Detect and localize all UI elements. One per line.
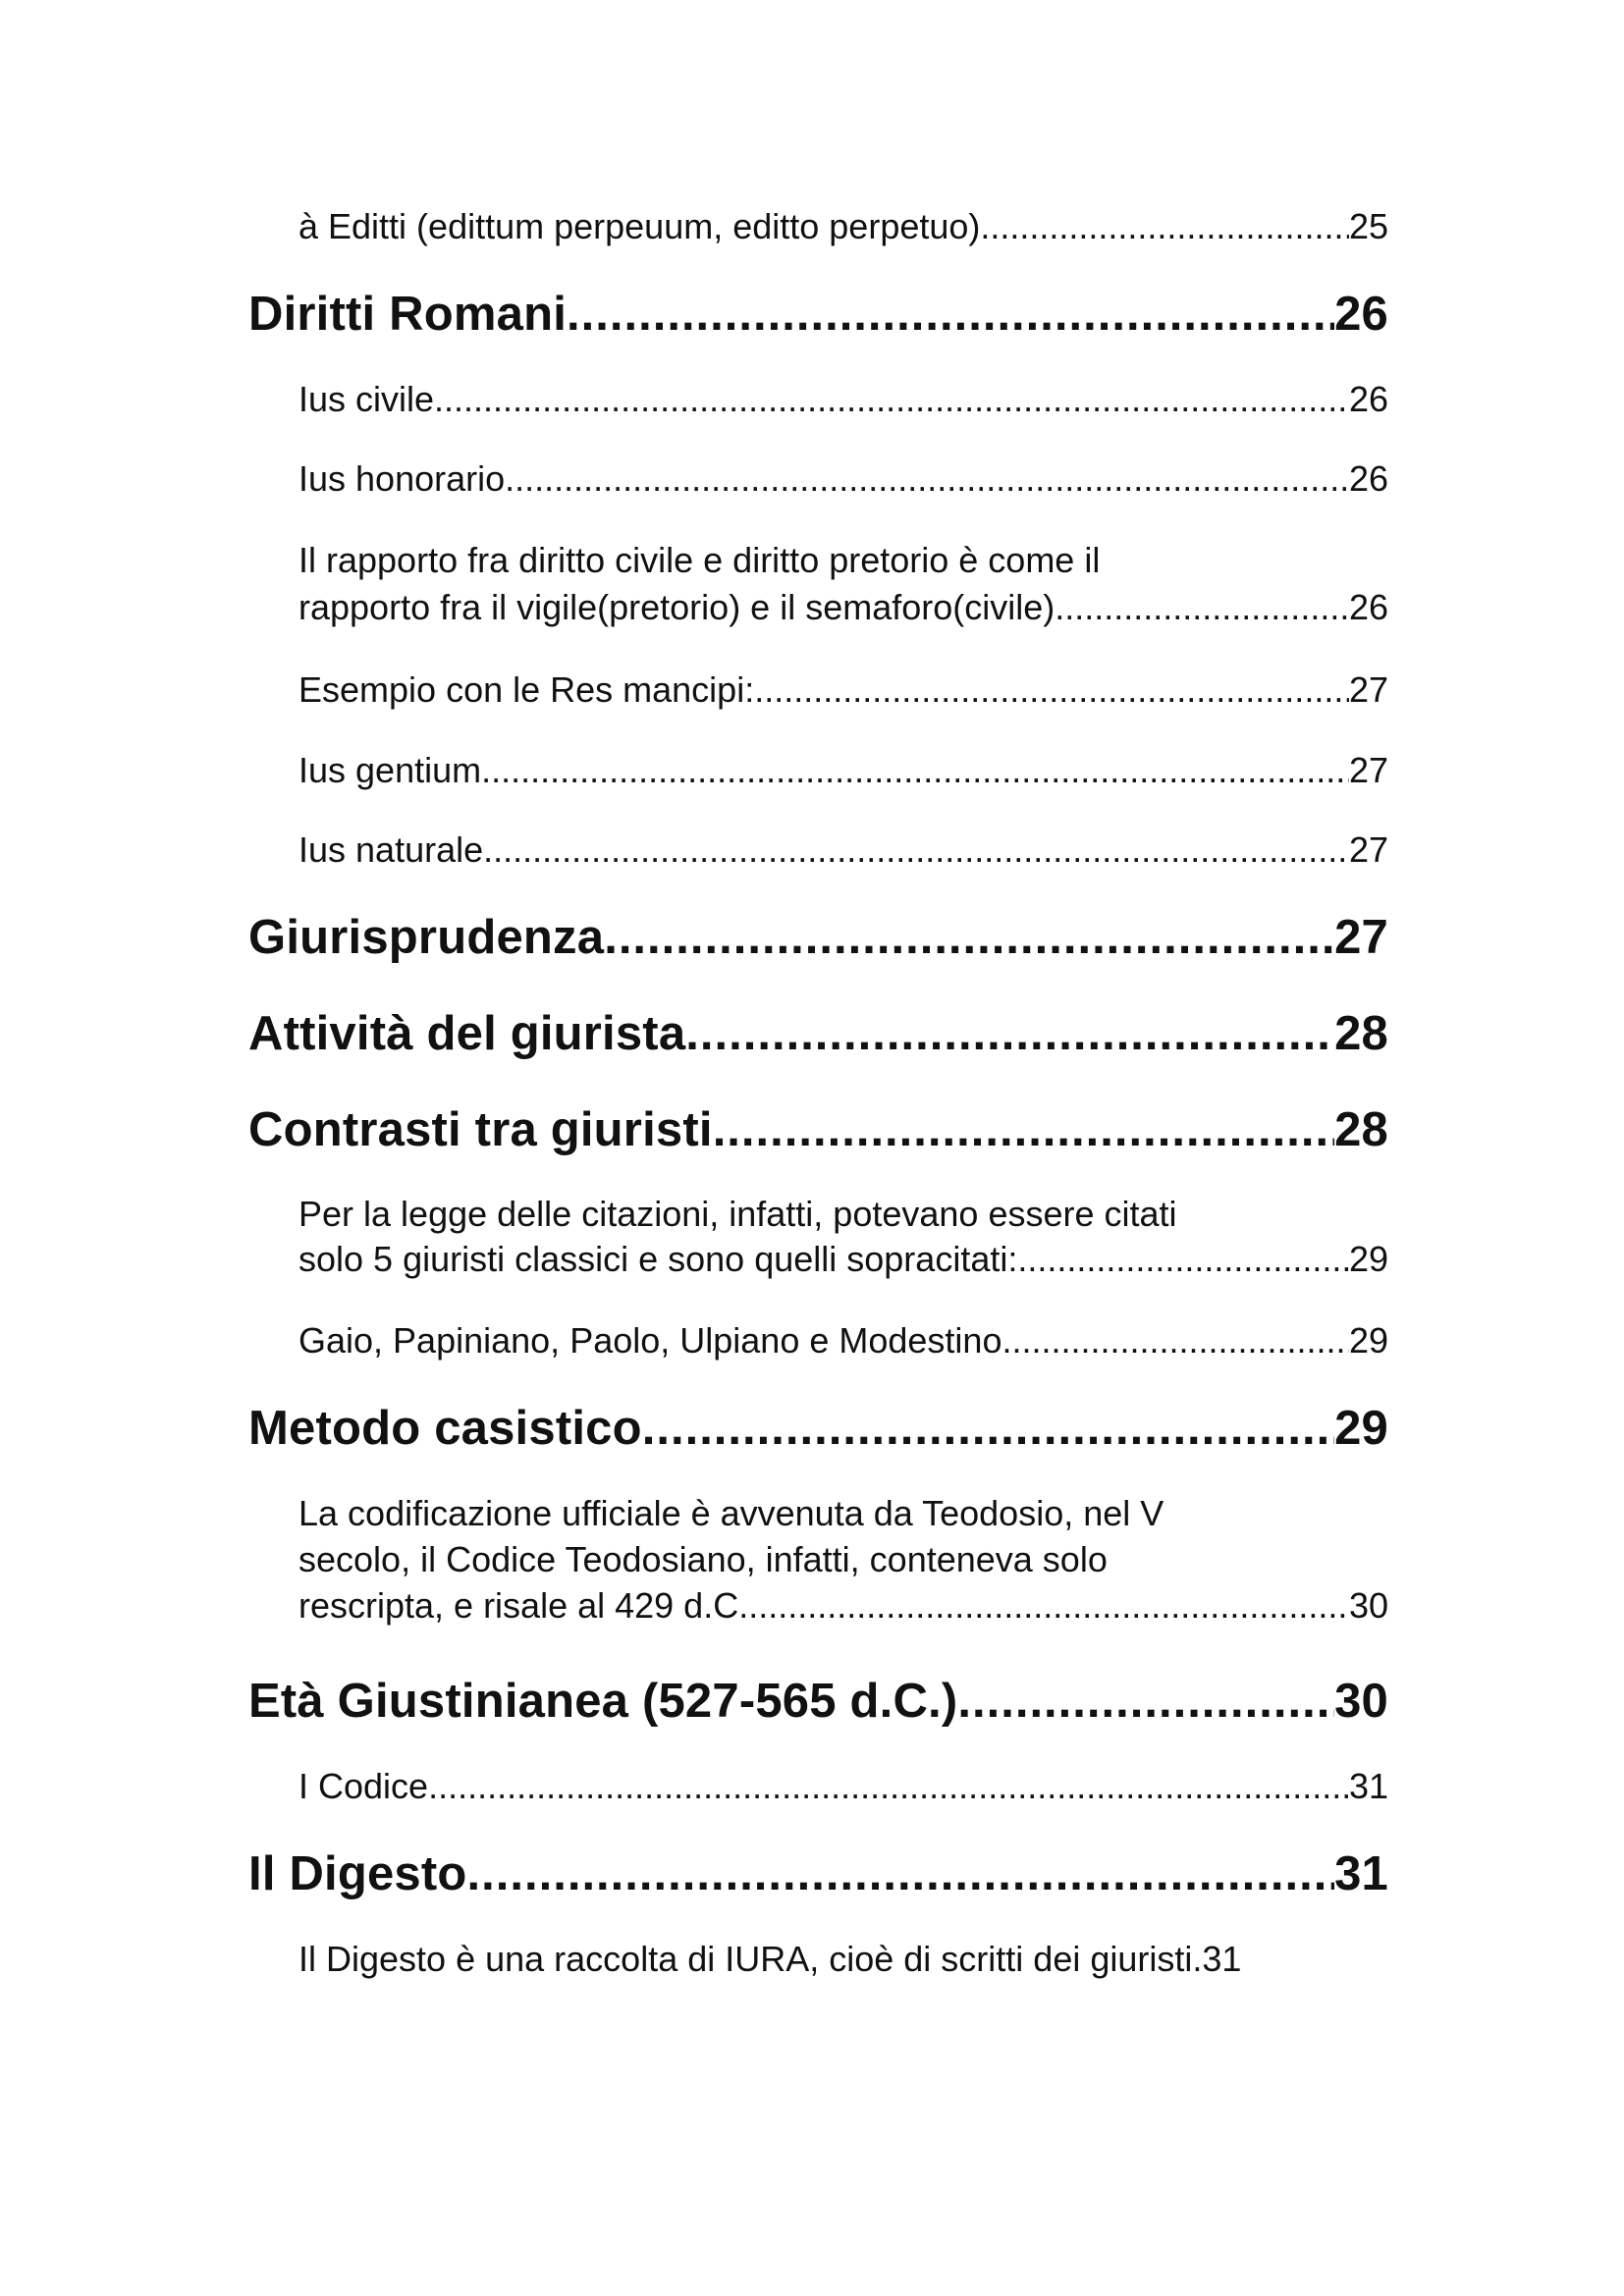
toc-entry-title: solo 5 giuristi classici e sono quelli sopracitati: bbox=[298, 1239, 1018, 1279]
toc-heading-contrasti[interactable] bbox=[248, 1100, 1388, 1159]
toc-heading-diritti-romani[interactable] bbox=[248, 285, 1388, 344]
toc-heading-title: Età Giustinianea (527-565 d.C.) bbox=[248, 1675, 958, 1728]
toc-entry-title: rescripta, e risale al 429 d.C. bbox=[298, 1585, 749, 1626]
toc-entry-ius-gentium[interactable] bbox=[298, 748, 1388, 793]
toc-heading-giurisprudenza[interactable] bbox=[248, 908, 1388, 967]
toc-heading-attivita[interactable] bbox=[248, 1004, 1388, 1063]
toc-entry-title: Ius honorario bbox=[298, 458, 506, 499]
toc-entry-page: 27 bbox=[1348, 750, 1388, 790]
toc-entry-i-codice[interactable] bbox=[298, 1764, 1388, 1809]
toc-entry-title: Ius civile bbox=[298, 379, 435, 419]
toc-dot-leader bbox=[604, 908, 1334, 967]
toc-heading-metodo[interactable] bbox=[248, 1399, 1388, 1458]
toc-heading-title: Il Digesto bbox=[248, 1847, 467, 1900]
toc-dot-leader bbox=[481, 748, 1349, 793]
toc-dot-leader bbox=[567, 285, 1334, 344]
toc-entry-ius-naturale[interactable] bbox=[298, 828, 1388, 873]
toc-heading-eta-giustinianea[interactable] bbox=[248, 1672, 1388, 1731]
toc-dot-leader bbox=[434, 377, 1349, 422]
toc-heading-page: 30 bbox=[1334, 1675, 1388, 1728]
toc-heading-title: Diritti Romani bbox=[248, 288, 568, 341]
toc-dot-leader bbox=[713, 1100, 1334, 1159]
toc-heading-page: 29 bbox=[1334, 1402, 1388, 1455]
toc-entry-codificazione-line1[interactable]: La codificazione ufficiale è avvenuta da Teodosio, nel V bbox=[298, 1493, 1164, 1533]
toc-entry-rapporto[interactable] bbox=[298, 585, 1388, 630]
toc-dot-leader bbox=[505, 456, 1349, 502]
toc-entry-page: 26 bbox=[1348, 458, 1388, 499]
toc-entry-editti[interactable] bbox=[298, 204, 1388, 249]
toc-entry-digesto-raccolta[interactable] bbox=[298, 1937, 1241, 1982]
toc-dot-leader bbox=[642, 1399, 1334, 1458]
toc-entry-page: 29 bbox=[1348, 1320, 1388, 1361]
toc-entry-title: Esempio con le Res mancipi: bbox=[298, 669, 755, 710]
toc-dot-leader bbox=[957, 1672, 1334, 1731]
toc-entry-page: 26 bbox=[1348, 379, 1388, 419]
toc-entry-gaio[interactable] bbox=[298, 1318, 1388, 1363]
toc-dot-leader bbox=[1064, 585, 1349, 630]
toc-entry-title: rapporto fra il vigile(pretorio) e il semaforo(civile). bbox=[298, 587, 1065, 627]
toc-heading-title: Contrasti tra giuristi bbox=[248, 1103, 713, 1156]
toc-dot-leader bbox=[1011, 1318, 1348, 1363]
toc-entry-rapporto-line1[interactable]: Il rapporto fra diritto civile e diritto pretorio è come il bbox=[298, 540, 1101, 580]
toc-entry-ius-honorario[interactable] bbox=[298, 456, 1388, 502]
toc-entry-res-mancipi[interactable] bbox=[298, 667, 1388, 713]
toc-dot-leader bbox=[1017, 1237, 1349, 1282]
toc-dot-leader bbox=[748, 1583, 1349, 1629]
toc-entry-page: 26 bbox=[1348, 587, 1388, 627]
toc-dot-leader bbox=[685, 1004, 1334, 1063]
toc-entry-title: Il Digesto è una raccolta di IURA, cioè di scritti dei giuristi. bbox=[298, 1939, 1203, 1979]
toc-entry-ius-civile[interactable] bbox=[298, 377, 1388, 422]
toc-heading-page: 28 bbox=[1334, 1007, 1388, 1060]
toc-entry-page: 25 bbox=[1348, 206, 1388, 246]
toc-entry-page: 29 bbox=[1348, 1239, 1388, 1279]
toc-heading-title: Attività del giurista bbox=[248, 1007, 686, 1060]
toc-heading-page: 28 bbox=[1334, 1103, 1388, 1156]
toc-entry-codificazione[interactable] bbox=[298, 1583, 1388, 1629]
toc-heading-page: 26 bbox=[1334, 288, 1388, 341]
toc-entry-page: 27 bbox=[1348, 829, 1388, 870]
toc-dot-leader bbox=[428, 1764, 1349, 1809]
toc-heading-title: Giurisprudenza bbox=[248, 911, 605, 964]
toc-entry-title: Ius naturale bbox=[298, 829, 484, 870]
toc-heading-title: Metodo casistico bbox=[248, 1402, 642, 1455]
toc-heading-page: 27 bbox=[1334, 911, 1388, 964]
toc-entry-page: 31 bbox=[1348, 1766, 1388, 1806]
toc-entry-page: 30 bbox=[1348, 1585, 1388, 1626]
toc-dot-leader bbox=[754, 667, 1349, 713]
toc-entry-page: 31 bbox=[1202, 1939, 1242, 1979]
toc-heading-page: 31 bbox=[1334, 1847, 1388, 1900]
toc-entry-codificazione-line2[interactable]: secolo, il Codice Teodosiano, infatti, conteneva solo bbox=[298, 1539, 1108, 1579]
toc-entry-title: Gaio, Papiniano, Paolo, Ulpiano e Modestino. bbox=[298, 1320, 1012, 1361]
toc-entry-legge-citazioni[interactable] bbox=[298, 1237, 1388, 1282]
toc-entry-title: Ius gentium bbox=[298, 750, 482, 790]
toc-entry-title: à Editti (edittum perpeuum, editto perpetuo). bbox=[298, 206, 991, 246]
toc-entry-page: 27 bbox=[1348, 669, 1388, 710]
toc-entry-title: I Codice bbox=[298, 1766, 429, 1806]
toc-dot-leader bbox=[483, 828, 1349, 873]
toc-dot-leader bbox=[467, 1844, 1335, 1903]
toc-dot-leader bbox=[990, 204, 1349, 249]
toc-entry-legge-citazioni-line1[interactable]: Per la legge delle citazioni, infatti, potevano essere citati bbox=[298, 1194, 1177, 1234]
toc-heading-digesto[interactable] bbox=[248, 1844, 1388, 1903]
